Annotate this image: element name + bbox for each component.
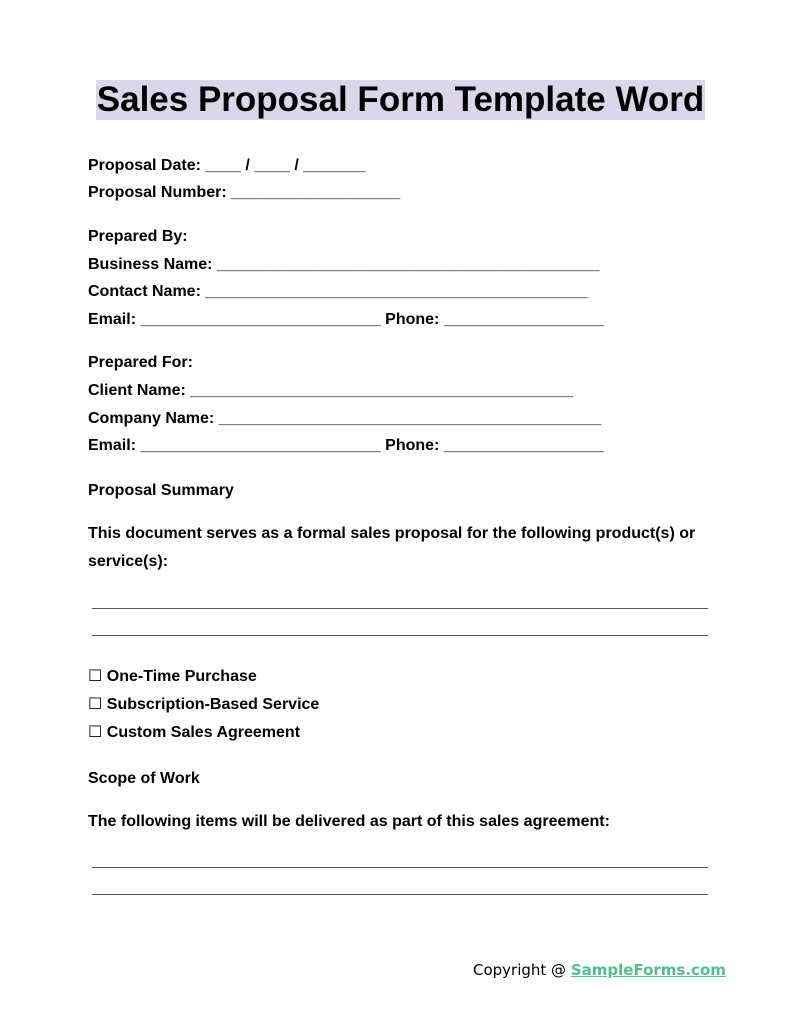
scope-blank-line-1	[92, 867, 708, 868]
prepared-for-heading: Prepared For:	[88, 354, 193, 371]
scope-of-work-text: The following items will be delivered as part of this sales agreement:	[88, 813, 610, 830]
summary-blank-line-2	[92, 635, 708, 636]
scope-blank-line-2	[92, 894, 708, 895]
page-title: Sales Proposal Form Template Word	[96, 80, 705, 119]
option-one-time-purchase[interactable]: ☐ One-Time Purchase	[88, 668, 257, 685]
proposal-date-field: Proposal Date: ____ / ____ / _______	[88, 157, 366, 174]
client-name-field: Client Name: ___________________________________________	[88, 382, 573, 399]
business-name-field: Business Name: ___________________________________________	[88, 256, 600, 273]
proposal-summary-heading: Proposal Summary	[88, 482, 234, 499]
option-custom-sales-agreement[interactable]: ☐ Custom Sales Agreement	[88, 724, 301, 741]
title-container	[0, 80, 801, 120]
prepared-by-heading: Prepared By:	[88, 228, 188, 245]
prepared-for-email-phone-field: Email: ___________________________ Phone: __________________	[88, 437, 604, 454]
contact-name-field: Contact Name: ___________________________________________	[88, 283, 588, 300]
scope-of-work-heading: Scope of Work	[88, 770, 200, 787]
copyright-prefix: Copyright @	[473, 961, 571, 979]
copyright-footer	[473, 961, 726, 979]
proposal-summary-text: This document serves as a formal sales proposal for the following product(s) or service(s):	[88, 525, 696, 570]
company-name-field: Company Name: ___________________________________________	[88, 410, 602, 427]
prepared-by-email-phone-field: Email: ___________________________ Phone: __________________	[88, 311, 604, 328]
option-subscription-service[interactable]: ☐ Subscription-Based Service	[88, 696, 320, 713]
proposal-number-field: Proposal Number: ___________________	[88, 184, 401, 201]
summary-blank-line-1	[92, 608, 708, 609]
sampleforms-link[interactable]: SampleForms.com	[570, 961, 726, 979]
